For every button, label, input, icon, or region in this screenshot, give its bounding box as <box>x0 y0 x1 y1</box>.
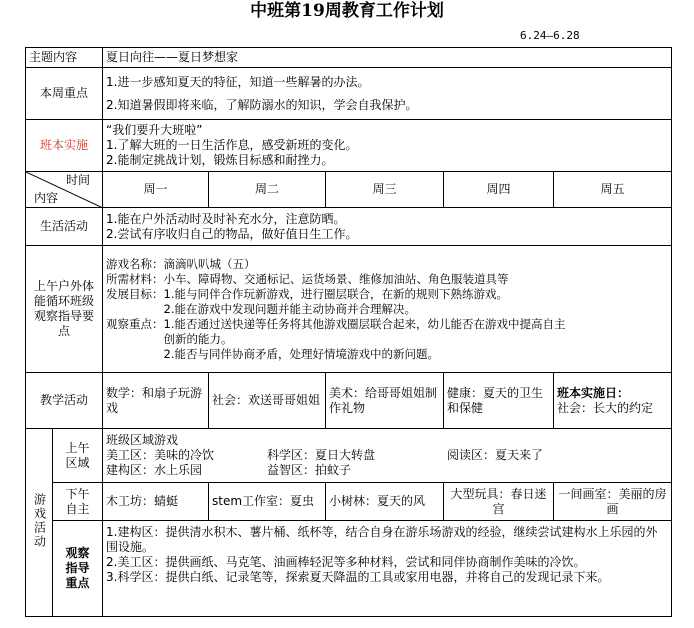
observe-content <box>103 521 672 617</box>
life-row <box>26 208 672 246</box>
area-item: 美工区：美味的冷饮 <box>106 448 215 462</box>
time-content-header <box>26 172 103 208</box>
class-impl-item: 1.了解大班的一日生活作息，感受新班的变化。 <box>106 138 358 152</box>
game-label-text: 游戏活动 <box>32 492 47 549</box>
game-afternoon-row <box>26 483 672 521</box>
day-thursday: 周四 <box>444 172 554 208</box>
teaching-tuesday: 社会：欢送哥哥姐姐 <box>209 373 326 429</box>
life-item: 2.尝试有序收归自己的物品，做好值日生工作。 <box>106 226 358 241</box>
outdoor-line: 2.能否与同伴协商矛盾，处理好情境游戏中的新问题。 <box>106 346 439 361</box>
area-item: 科学区：夏日大转盘 <box>267 448 376 462</box>
morning-area-content <box>103 429 672 483</box>
outdoor-label: 上午户外体能循环班级观察指导要点 <box>26 246 103 373</box>
plan-table <box>25 47 672 617</box>
afternoon-cell: 一间画室：美丽的房画 <box>554 483 672 521</box>
area-row <box>106 448 668 463</box>
outdoor-line: 2.能在游戏中发现问题并能主动协商并合理解决。 <box>106 301 416 316</box>
morning-area-label: 上午区域 <box>53 429 103 483</box>
focus-item: 1.进一步感知夏天的特征，知道一些解暑的办法。 <box>106 74 370 89</box>
class-impl-item: 2.能制定挑战计划，锻炼目标感和耐挫力。 <box>106 153 334 167</box>
outdoor-line: 创新的能力。 <box>106 331 233 346</box>
class-impl-day-activity: 社会：长大的约定 <box>557 400 654 415</box>
focus-label: 本周重点 <box>26 68 103 120</box>
teaching-friday <box>554 373 672 429</box>
time-label: 时间 <box>66 173 91 187</box>
outdoor-line: 发展目标：1.能与同伴合作玩新游戏，进行圈层联合，在新的规则下熟练游戏。 <box>106 286 508 301</box>
page-title: 中班第19周教育工作计划 <box>250 1 444 21</box>
theme-value: 夏日向往——夏日梦想家 <box>103 48 672 68</box>
observe-item: 1.建构区：提供清水积木、薯片桶、纸杯等，结合自身在游乐场游戏的经验，继续尝试建构水上乐园的外围设施。 <box>106 525 658 554</box>
class-impl-item: “我们要升大班啦” <box>106 123 203 137</box>
life-item: 1.能在户外活动时及时补充水分，注意防晒。 <box>106 211 346 226</box>
date-range: 6.24—6.28 <box>520 29 580 42</box>
outdoor-line: 观察重点：1.能否通过送快递等任务将其他游戏圈层联合起来，幼儿能否在游戏中提高自主 <box>106 316 566 331</box>
observe-label: 观察指导重点 <box>53 521 103 617</box>
content-label: 内容 <box>34 191 59 205</box>
game-observe-row <box>26 521 672 617</box>
game-morning-row <box>26 429 672 483</box>
observe-item: 3.科学区：提供白纸、记录笔等，探索夏天降温的工具或家用电器，并将自己的发现记录下来。 <box>106 570 610 584</box>
class-impl-label: 班本实施 <box>26 120 103 172</box>
afternoon-cell: 木工坊：蜻蜓 <box>103 483 209 521</box>
header-row <box>26 172 672 208</box>
outdoor-line: 所需材料：小车、障碍物、交通标记、运货场景、维修加油站、角色服装道具等 <box>106 271 509 286</box>
outdoor-content <box>103 246 672 373</box>
outdoor-row <box>26 246 672 373</box>
area-item: 阅读区：夏天来了 <box>447 448 544 462</box>
day-friday: 周五 <box>554 172 672 208</box>
afternoon-cell: stem工作室：夏虫 <box>209 483 326 521</box>
area-row <box>106 463 668 478</box>
focus-item: 2.知道暑假即将来临，了解防溺水的知识，学会自我保护。 <box>106 97 418 112</box>
focus-content <box>103 68 672 120</box>
day-tuesday: 周二 <box>209 172 326 208</box>
teaching-wednesday: 美术：给哥哥姐姐制作礼物 <box>326 373 444 429</box>
teaching-thursday: 健康：夏天的卫生和保健 <box>444 373 554 429</box>
teaching-label: 教学活动 <box>26 373 103 429</box>
day-monday: 周一 <box>103 172 209 208</box>
class-impl-row <box>26 120 672 172</box>
class-impl-content <box>103 120 672 172</box>
morning-area-title: 班级区域游戏 <box>106 433 179 447</box>
theme-label: 主题内容 <box>26 48 103 68</box>
focus-row <box>26 68 672 120</box>
life-label: 生活活动 <box>26 208 103 246</box>
afternoon-label: 下午自主 <box>53 483 103 521</box>
game-label <box>26 429 53 617</box>
observe-item: 2.美工区：提供画纸、马克笔、油画棒轻泥等多种材料，尝试和同伴协商制作美味的冷饮。 <box>106 555 586 569</box>
theme-row <box>26 48 672 68</box>
teaching-monday: 数学：和扇子玩游戏 <box>103 373 209 429</box>
outdoor-line: 游戏名称：滴滴叭叭城（五） <box>106 256 256 271</box>
life-content <box>103 208 672 246</box>
afternoon-cell: 小树林：夏天的风 <box>326 483 444 521</box>
teaching-row <box>26 373 672 429</box>
area-item: 益智区：拍蚊子 <box>267 463 352 477</box>
afternoon-cell: 大型玩具：春日迷宫 <box>444 483 554 521</box>
area-item: 建构区：水上乐园 <box>106 463 203 477</box>
day-wednesday: 周三 <box>326 172 444 208</box>
class-impl-day-label: 班本实施日： <box>557 385 630 400</box>
